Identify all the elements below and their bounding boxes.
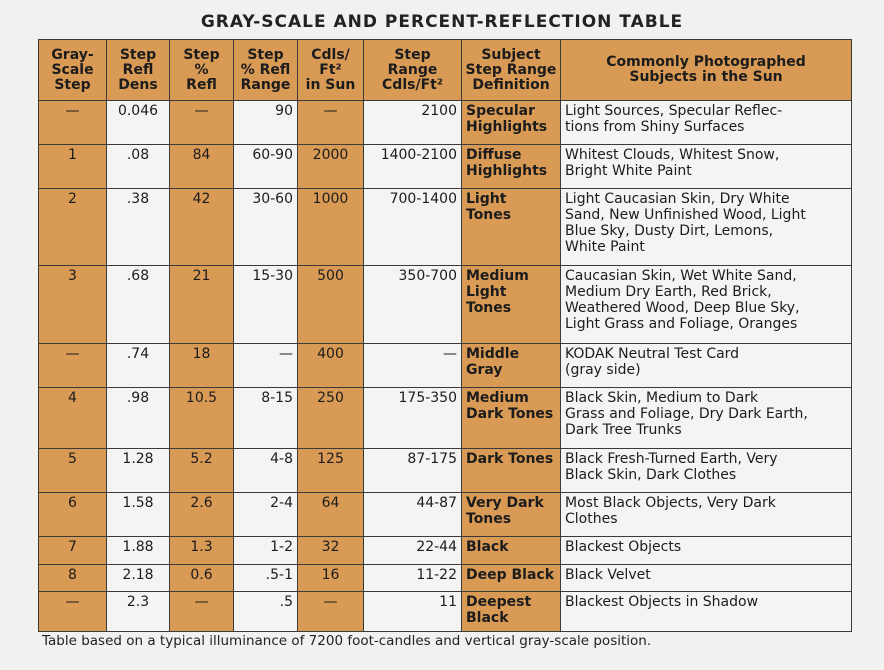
cdls-in-sun-cell: 32 xyxy=(298,537,364,565)
step-range-cdls-cell: 350-700 xyxy=(364,266,462,344)
gray-scale-step-cell: 1 xyxy=(39,145,107,189)
cdls-in-sun-cell: 16 xyxy=(298,565,364,592)
subject-definition-cell: Specular Highlights xyxy=(462,101,561,145)
header-commonly-photographed-subjects: Commonly Photographed Subjects in the Sun xyxy=(561,40,852,101)
subject-definition-cell: Diffuse Highlights xyxy=(462,145,561,189)
gray-scale-step-cell: 3 xyxy=(39,266,107,344)
subject-definition-cell: Medium Dark Tones xyxy=(462,388,561,449)
gray-scale-step-cell: 2 xyxy=(39,189,107,266)
header-subject-step-range-definition: Subject Step Range Definition xyxy=(462,40,561,101)
percent-refl-cell: — xyxy=(170,101,234,145)
subject-definition-cell: Very Dark Tones xyxy=(462,493,561,537)
table-row xyxy=(39,101,852,145)
refl-dens-cell: 2.3 xyxy=(107,592,170,632)
cdls-in-sun-cell: — xyxy=(298,101,364,145)
refl-dens-cell: 1.88 xyxy=(107,537,170,565)
step-range-cdls-cell: 22-44 xyxy=(364,537,462,565)
photographed-subjects-cell: Light Caucasian Skin, Dry White Sand, New Unfinished Wood, Light Blue Sky, Dusty Dirt, Lemons, White Paint xyxy=(561,189,852,266)
photographed-subjects-cell: Whitest Clouds, Whitest Snow, Bright White Paint xyxy=(561,145,852,189)
step-range-cdls-cell: 700-1400 xyxy=(364,189,462,266)
table-row xyxy=(39,266,852,344)
cdls-in-sun-cell: — xyxy=(298,592,364,632)
percent-refl-cell: 2.6 xyxy=(170,493,234,537)
subject-definition-cell: Middle Gray xyxy=(462,344,561,388)
header-step-percent-refl-range: Step % Refl Range xyxy=(234,40,298,101)
refl-dens-cell: .38 xyxy=(107,189,170,266)
percent-refl-range-cell: 2-4 xyxy=(234,493,298,537)
gray-scale-table xyxy=(38,39,852,632)
subject-definition-cell: Deepest Black xyxy=(462,592,561,632)
cdls-in-sun-cell: 400 xyxy=(298,344,364,388)
percent-refl-cell: — xyxy=(170,592,234,632)
table-row xyxy=(39,145,852,189)
table-row xyxy=(39,493,852,537)
step-range-cdls-cell: 87-175 xyxy=(364,449,462,493)
table-row xyxy=(39,449,852,493)
step-range-cdls-cell: 2100 xyxy=(364,101,462,145)
header-gray-scale-step: Gray- Scale Step xyxy=(39,40,107,101)
gray-scale-step-cell: 5 xyxy=(39,449,107,493)
subject-definition-cell: Medium Light Tones xyxy=(462,266,561,344)
step-range-cdls-cell: 11 xyxy=(364,592,462,632)
percent-refl-range-cell: .5-1 xyxy=(234,565,298,592)
photographed-subjects-cell: Black Velvet xyxy=(561,565,852,592)
gray-scale-step-cell: — xyxy=(39,592,107,632)
table-row xyxy=(39,189,852,266)
percent-refl-range-cell: 60-90 xyxy=(234,145,298,189)
table-row xyxy=(39,537,852,565)
percent-refl-cell: 5.2 xyxy=(170,449,234,493)
table-row xyxy=(39,565,852,592)
table-row xyxy=(39,592,852,632)
refl-dens-cell: .08 xyxy=(107,145,170,189)
step-range-cdls-cell: — xyxy=(364,344,462,388)
percent-refl-cell: 84 xyxy=(170,145,234,189)
percent-refl-range-cell: 30-60 xyxy=(234,189,298,266)
cdls-in-sun-cell: 64 xyxy=(298,493,364,537)
photographed-subjects-cell: Blackest Objects xyxy=(561,537,852,565)
percent-refl-cell: 18 xyxy=(170,344,234,388)
cdls-in-sun-cell: 2000 xyxy=(298,145,364,189)
photographed-subjects-cell: Caucasian Skin, Wet White Sand, Medium Dry Earth, Red Brick, Weathered Wood, Deep Blue Sky, Light Grass and Foliage, Oranges xyxy=(561,266,852,344)
footnote: Table based on a typical illuminance of 7200 foot-candles and vertical gray-scale position. xyxy=(42,633,652,649)
subject-definition-cell: Dark Tones xyxy=(462,449,561,493)
gray-scale-step-cell: 7 xyxy=(39,537,107,565)
refl-dens-cell: .74 xyxy=(107,344,170,388)
table-row xyxy=(39,344,852,388)
cdls-in-sun-cell: 125 xyxy=(298,449,364,493)
gray-scale-step-cell: — xyxy=(39,344,107,388)
percent-refl-range-cell: 8-15 xyxy=(234,388,298,449)
percent-refl-range-cell: 1-2 xyxy=(234,537,298,565)
photographed-subjects-cell: KODAK Neutral Test Card (gray side) xyxy=(561,344,852,388)
table-body xyxy=(39,101,852,632)
subject-definition-cell: Deep Black xyxy=(462,565,561,592)
photographed-subjects-cell: Light Sources, Specular Reflec- tions from Shiny Surfaces xyxy=(561,101,852,145)
refl-dens-cell: .98 xyxy=(107,388,170,449)
refl-dens-cell: 1.58 xyxy=(107,493,170,537)
header-step-percent-refl: Step % Refl xyxy=(170,40,234,101)
subject-definition-cell: Black xyxy=(462,537,561,565)
percent-refl-cell: 10.5 xyxy=(170,388,234,449)
header-cdls-in-sun: Cdls/ Ft² in Sun xyxy=(298,40,364,101)
percent-refl-range-cell: 15-30 xyxy=(234,266,298,344)
step-range-cdls-cell: 175-350 xyxy=(364,388,462,449)
refl-dens-cell: 2.18 xyxy=(107,565,170,592)
refl-dens-cell: 0.046 xyxy=(107,101,170,145)
percent-refl-cell: 42 xyxy=(170,189,234,266)
cdls-in-sun-cell: 500 xyxy=(298,266,364,344)
step-range-cdls-cell: 11-22 xyxy=(364,565,462,592)
cdls-in-sun-cell: 1000 xyxy=(298,189,364,266)
cdls-in-sun-cell: 250 xyxy=(298,388,364,449)
percent-refl-cell: 1.3 xyxy=(170,537,234,565)
refl-dens-cell: 1.28 xyxy=(107,449,170,493)
gray-scale-step-cell: 8 xyxy=(39,565,107,592)
photographed-subjects-cell: Most Black Objects, Very Dark Clothes xyxy=(561,493,852,537)
percent-refl-cell: 21 xyxy=(170,266,234,344)
photographed-subjects-cell: Blackest Objects in Shadow xyxy=(561,592,852,632)
percent-refl-range-cell: 4-8 xyxy=(234,449,298,493)
refl-dens-cell: .68 xyxy=(107,266,170,344)
percent-refl-cell: 0.6 xyxy=(170,565,234,592)
header-step-range-cdls: Step Range Cdls/Ft² xyxy=(364,40,462,101)
table-row xyxy=(39,388,852,449)
subject-definition-cell: Light Tones xyxy=(462,189,561,266)
percent-refl-range-cell: 90 xyxy=(234,101,298,145)
photographed-subjects-cell: Black Fresh-Turned Earth, Very Black Skin, Dark Clothes xyxy=(561,449,852,493)
gray-scale-step-cell: — xyxy=(39,101,107,145)
gray-scale-step-cell: 6 xyxy=(39,493,107,537)
step-range-cdls-cell: 44-87 xyxy=(364,493,462,537)
percent-refl-range-cell: — xyxy=(234,344,298,388)
gray-scale-step-cell: 4 xyxy=(39,388,107,449)
percent-refl-range-cell: .5 xyxy=(234,592,298,632)
photographed-subjects-cell: Black Skin, Medium to Dark Grass and Foliage, Dry Dark Earth, Dark Tree Trunks xyxy=(561,388,852,449)
step-range-cdls-cell: 1400-2100 xyxy=(364,145,462,189)
table-title: GRAY-SCALE AND PERCENT-REFLECTION TABLE xyxy=(200,12,684,32)
header-step-refl-dens: Step Refl Dens xyxy=(107,40,170,101)
header-row xyxy=(39,40,852,101)
